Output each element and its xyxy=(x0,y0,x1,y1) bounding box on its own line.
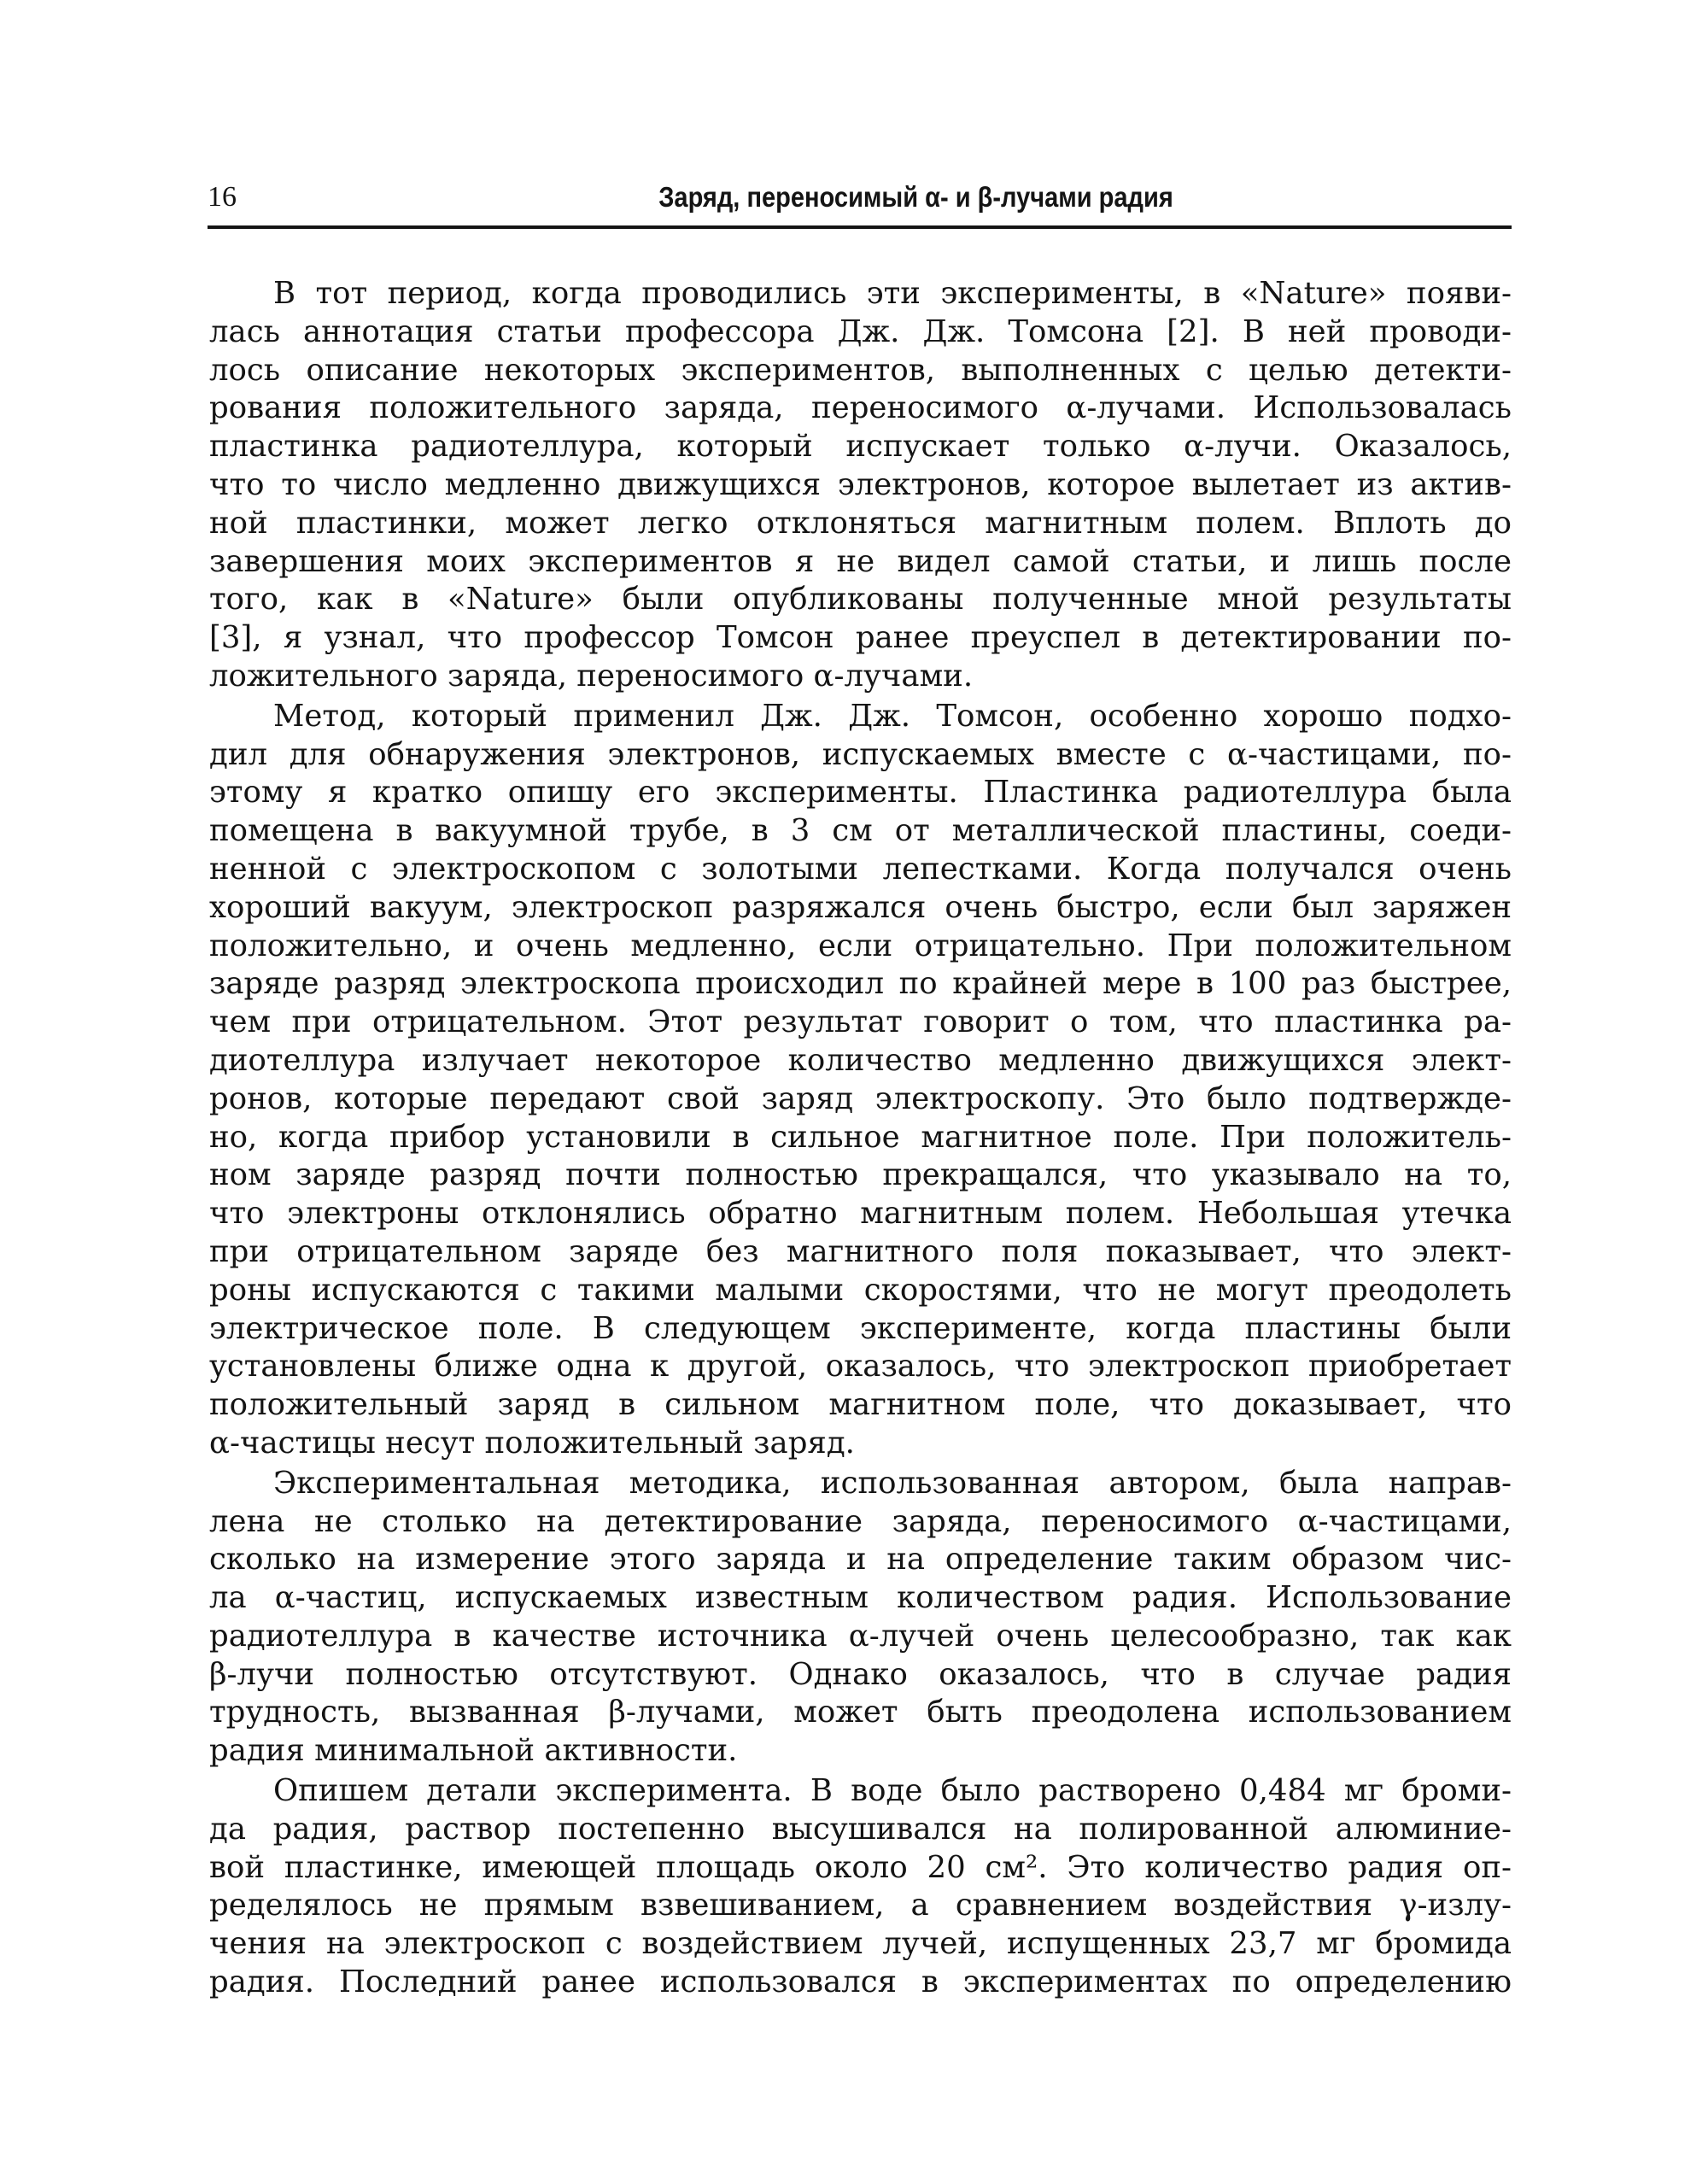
running-title: Заряд, переносимый α- и β-лучами радия xyxy=(658,181,1173,213)
text-line: трудность, вызванная β-лучами, может быть преодолена использованием xyxy=(209,1695,1512,1730)
text-line: радиотеллура в качестве источника α-лучей очень целесообразно, так как xyxy=(209,1618,1512,1654)
paragraph xyxy=(209,1465,1512,1771)
text-line: радия. Последний ранее использовался в экспериментах по определению xyxy=(209,1964,1512,2000)
paragraph xyxy=(209,698,1512,1463)
text-line: пластинка радиотеллура, который испускает только α-лучи. Оказалось, xyxy=(209,429,1512,465)
text-line: завершения моих экспериментов я не видел самой статьи, и лишь после xyxy=(209,543,1512,579)
text-line: радия минимальной активности. xyxy=(209,1733,738,1769)
text-line: ложительного заряда, переносимого α-лучами. xyxy=(209,658,974,694)
text-line: ронов, которые передают свой заряд электроскопу. Это было подтвержде- xyxy=(209,1080,1512,1116)
paragraph xyxy=(209,275,1512,696)
text-line: установлены ближе одна к другой, оказалось, что электроскоп приобретает xyxy=(209,1349,1512,1385)
text-line: Метод, который применил Дж. Дж. Томсон, особенно хорошо подхо- xyxy=(273,698,1512,734)
text-line: вой пластинке, имеющей площадь около 20 см². Это количество радия оп- xyxy=(209,1849,1512,1885)
text-line: положительный заряд в сильном магнитном поле, что доказывает, что xyxy=(209,1387,1512,1423)
text-line: сколько на измерение этого заряда и на определение таким образом чис- xyxy=(209,1542,1512,1578)
text-line: да радия, раствор постепенно высушивался на полированной алюминие- xyxy=(209,1811,1512,1847)
running-header xyxy=(208,181,1512,219)
text-line: при отрицательном заряде без магнитного поля показывает, что элект- xyxy=(209,1233,1512,1269)
page-number: 16 xyxy=(208,181,237,213)
text-line: рования положительного заряда, переносимого α-лучами. Использовалась xyxy=(209,390,1512,426)
text-line: положительно, и очень медленно, если отрицательно. При положительном xyxy=(209,928,1512,963)
text-line: лось описание некоторых экспериментов, выполненных с целью детекти- xyxy=(209,352,1512,388)
text-line: лась аннотация статьи профессора Дж. Дж. Томсона [2]. В ней проводи- xyxy=(209,313,1512,349)
text-line: лена не столько на детектирование заряда, переносимого α-частицами, xyxy=(209,1503,1512,1539)
text-line: ненной с электроскопом с золотыми лепестками. Когда получался очень xyxy=(209,851,1512,887)
text-line: помещена в вакуумной трубе, в 3 см от металлической пластины, соеди- xyxy=(209,813,1512,849)
text-line: чем при отрицательном. Этот результат говорит о том, что пластинка ра- xyxy=(209,1004,1512,1040)
text-line: α-частицы несут положительный заряд. xyxy=(209,1425,855,1461)
header-rule xyxy=(208,225,1512,229)
text-line: заряде разряд электроскопа происходил по крайней мере в 100 раз быстрее, xyxy=(209,966,1512,1002)
text-line: β-лучи полностью отсутствуют. Однако оказалось, что в случае радия xyxy=(209,1656,1512,1692)
text-line: чения на электроскоп с воздействием лучей, испущенных 23,7 мг бромида xyxy=(209,1926,1512,1962)
text-line: [3], я узнал, что профессор Томсон ранее преуспел в детектировании по- xyxy=(209,620,1512,656)
text-line: этому я кратко опишу его эксперименты. Пластинка радиотеллура была xyxy=(209,775,1512,811)
text-line: ла α-частиц, испускаемых известным количеством радия. Использование xyxy=(209,1580,1512,1616)
text-line: ределялось не прямым взвешиванием, а сравнением воздействия γ-излу- xyxy=(209,1888,1512,1923)
text-line: ном заряде разряд почти полностью прекращался, что указывало на то, xyxy=(209,1157,1512,1193)
text-line: Экспериментальная методика, использованная автором, была направ- xyxy=(273,1465,1512,1501)
text-line: что то число медленно движущихся электронов, которое вылетает из актив- xyxy=(209,466,1512,502)
text-line: хороший вакуум, электроскоп разряжался очень быстро, если был заряжен xyxy=(209,889,1512,925)
text-line: Опишем детали эксперимента. В воде было растворено 0,484 мг броми- xyxy=(273,1773,1512,1809)
page-body xyxy=(209,275,1512,2004)
text-line: ной пластинки, может легко отклоняться магнитным полем. Вплоть до xyxy=(209,505,1512,541)
text-line: того, как в «Nature» были опубликованы полученные мной результаты xyxy=(209,582,1512,618)
text-line: роны испускаются с такими малыми скоростями, что не могут преодолеть xyxy=(209,1272,1512,1308)
text-line: В тот период, когда проводились эти эксперименты, в «Nature» появи- xyxy=(273,276,1512,311)
text-line: но, когда прибор установили в сильное магнитное поле. При положитель- xyxy=(209,1119,1512,1155)
text-line: электрическое поле. В следующем эксперименте, когда пластины были xyxy=(209,1310,1512,1346)
paragraph xyxy=(209,1772,1512,2002)
text-line: что электроны отклонялись обратно магнитным полем. Небольшая утечка xyxy=(209,1196,1512,1232)
text-line: диотеллура излучает некоторое количество медленно движущихся элект- xyxy=(209,1042,1512,1078)
text-line: дил для обнаружения электронов, испускаемых вместе с α-частицами, по- xyxy=(209,736,1512,772)
